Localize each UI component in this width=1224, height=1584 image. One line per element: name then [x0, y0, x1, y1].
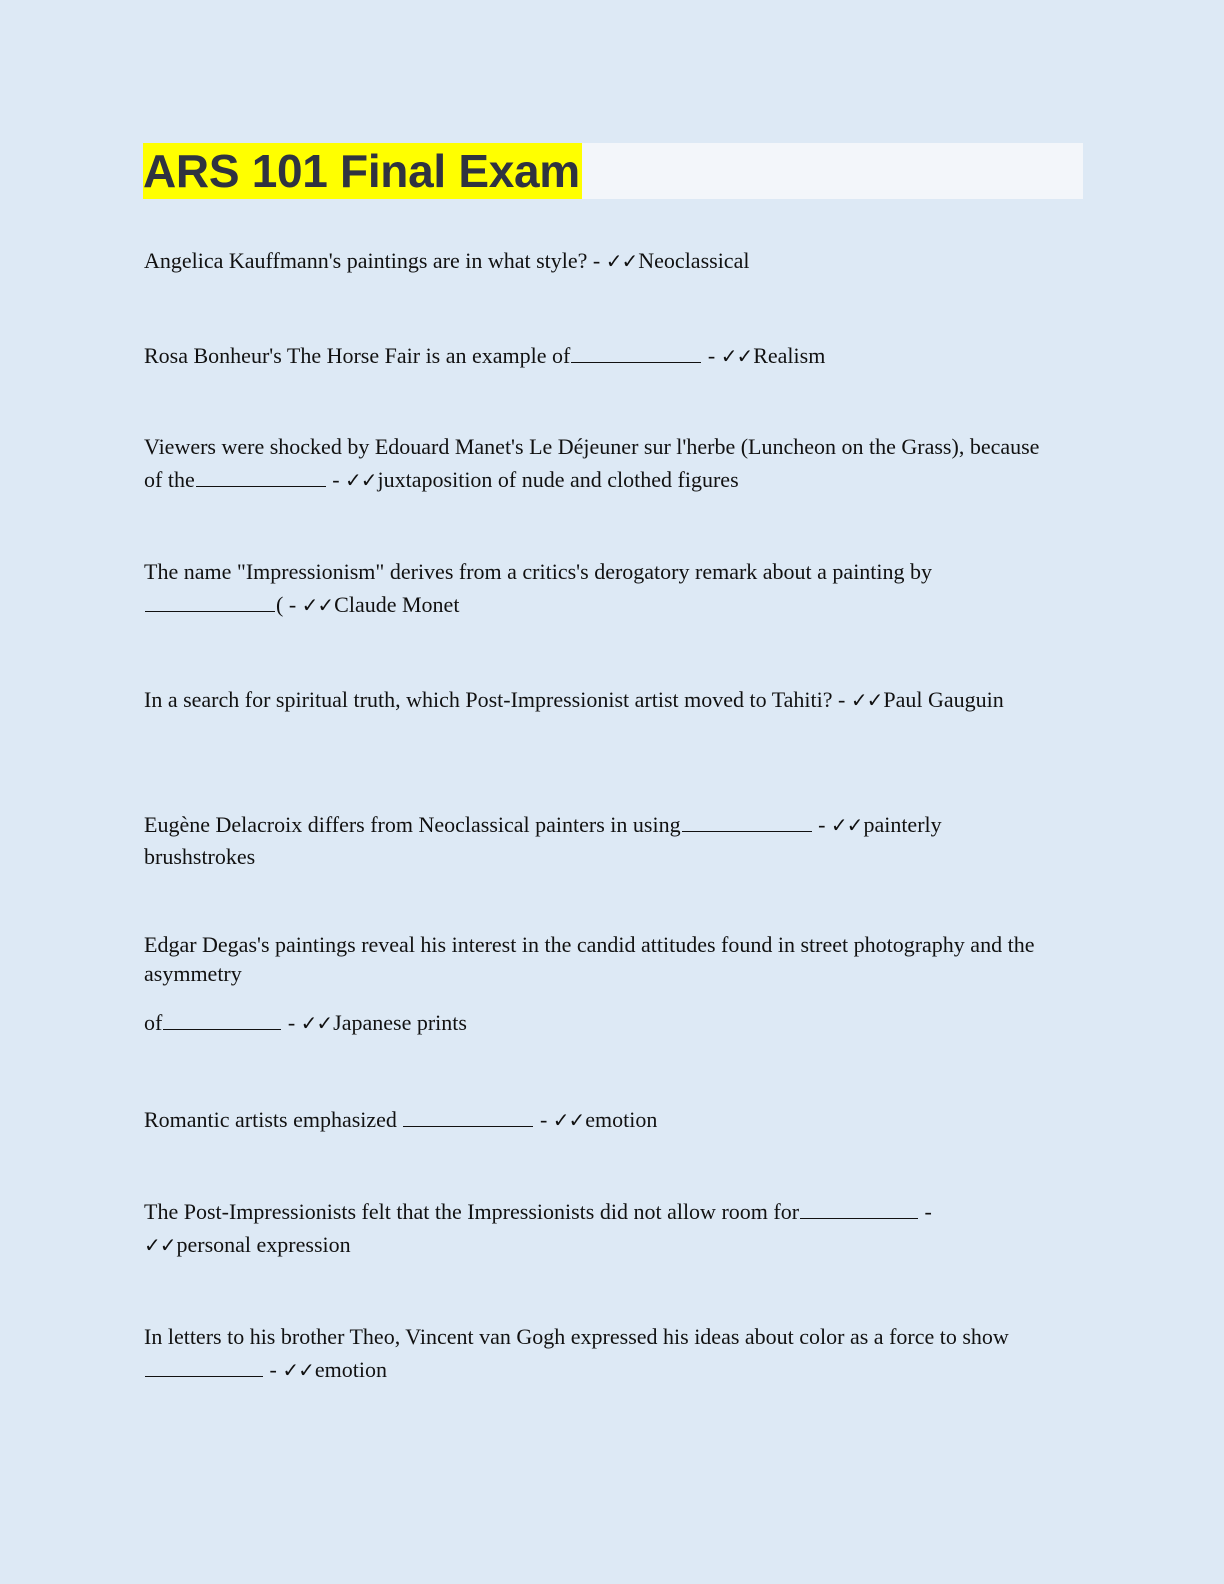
check-icon: ✓✓: [300, 1011, 333, 1035]
qa-item: [144, 555, 1004, 622]
answer-blank: [145, 593, 275, 612]
answer-text: Paul Gauguin: [883, 687, 1004, 712]
answer-text: Japanese prints: [333, 1010, 467, 1035]
answer-text: emotion: [585, 1107, 658, 1132]
qa-item: [144, 430, 1044, 497]
answer-blank: [682, 813, 812, 832]
question-text: Eugène Delacroix differs from Neoclassical painters in using: [144, 812, 681, 837]
check-icon: ✓✓: [850, 688, 883, 712]
answer-blank: [145, 1358, 263, 1377]
qa-item: [144, 809, 1024, 872]
answer-text: Claude Monet: [334, 592, 460, 617]
qa-item: [144, 1320, 1044, 1387]
qa-item: [144, 1103, 1044, 1137]
qa-item: [144, 930, 1054, 1038]
answer-blank: [196, 468, 326, 487]
qa-item: [144, 244, 1044, 278]
check-icon: ✓✓: [144, 1233, 176, 1257]
separator: -: [534, 1107, 553, 1132]
answer-blank: [163, 1011, 281, 1030]
check-icon: ✓✓: [830, 813, 863, 837]
answer-text: emotion: [314, 1357, 387, 1382]
page-title: ARS 101 Final Exam: [143, 145, 580, 197]
check-icon: ✓✓: [282, 1358, 314, 1382]
answer-text: painterly brushstrokes: [144, 812, 942, 869]
question-text: Rosa Bonheur's The Horse Fair is an example of: [144, 343, 571, 368]
separator: -: [282, 1010, 301, 1035]
separator: -: [919, 1199, 932, 1224]
separator: ( -: [276, 592, 302, 617]
separator: -: [326, 467, 346, 492]
question-text: The name "Impressionism" derives from a critics's derogatory remark about a painting by: [144, 559, 933, 584]
separator: -: [702, 343, 721, 368]
question-text: Romantic artists emphasized: [144, 1107, 403, 1132]
question-text: of: [144, 1010, 163, 1035]
check-icon: ✓✓: [345, 468, 377, 492]
separator: -: [812, 812, 831, 837]
check-icon: ✓✓: [720, 344, 753, 368]
question-text: In a search for spiritual truth, which Post-Impressionist artist moved to Tahiti? -: [144, 687, 851, 712]
check-icon: ✓✓: [552, 1108, 585, 1132]
qa-item: [144, 684, 1024, 716]
qa-item: [144, 339, 1044, 373]
question-text: Edgar Degas's paintings reveal his interest in the candid attitudes found in street photography and the asymmetry: [144, 932, 1035, 986]
qa-item: [144, 1195, 1004, 1262]
answer-text: personal expression: [176, 1232, 351, 1257]
answer-blank: [800, 1200, 918, 1219]
question-text: The Post-Impressionists felt that the Impressionists did not allow room for: [144, 1199, 800, 1224]
question-text: Viewers were shocked by Edouard Manet's Le Déjeuner sur l'herbe (Luncheon on the Grass), because of the: [144, 434, 1040, 492]
question-text: Angelica Kauffmann's paintings are in what style? -: [144, 248, 606, 273]
answer-text: Realism: [753, 343, 826, 368]
answer-text: Neoclassical: [638, 248, 750, 273]
check-icon: ✓✓: [605, 249, 638, 273]
separator: -: [264, 1357, 283, 1382]
answer-blank: [403, 1108, 533, 1127]
answer-text: juxtaposition of nude and clothed figures: [377, 467, 739, 492]
answer-blank: [571, 344, 701, 363]
question-text: In letters to his brother Theo, Vincent van Gogh expressed his ideas about color as a force to show: [144, 1324, 1009, 1349]
check-icon: ✓✓: [301, 593, 334, 617]
